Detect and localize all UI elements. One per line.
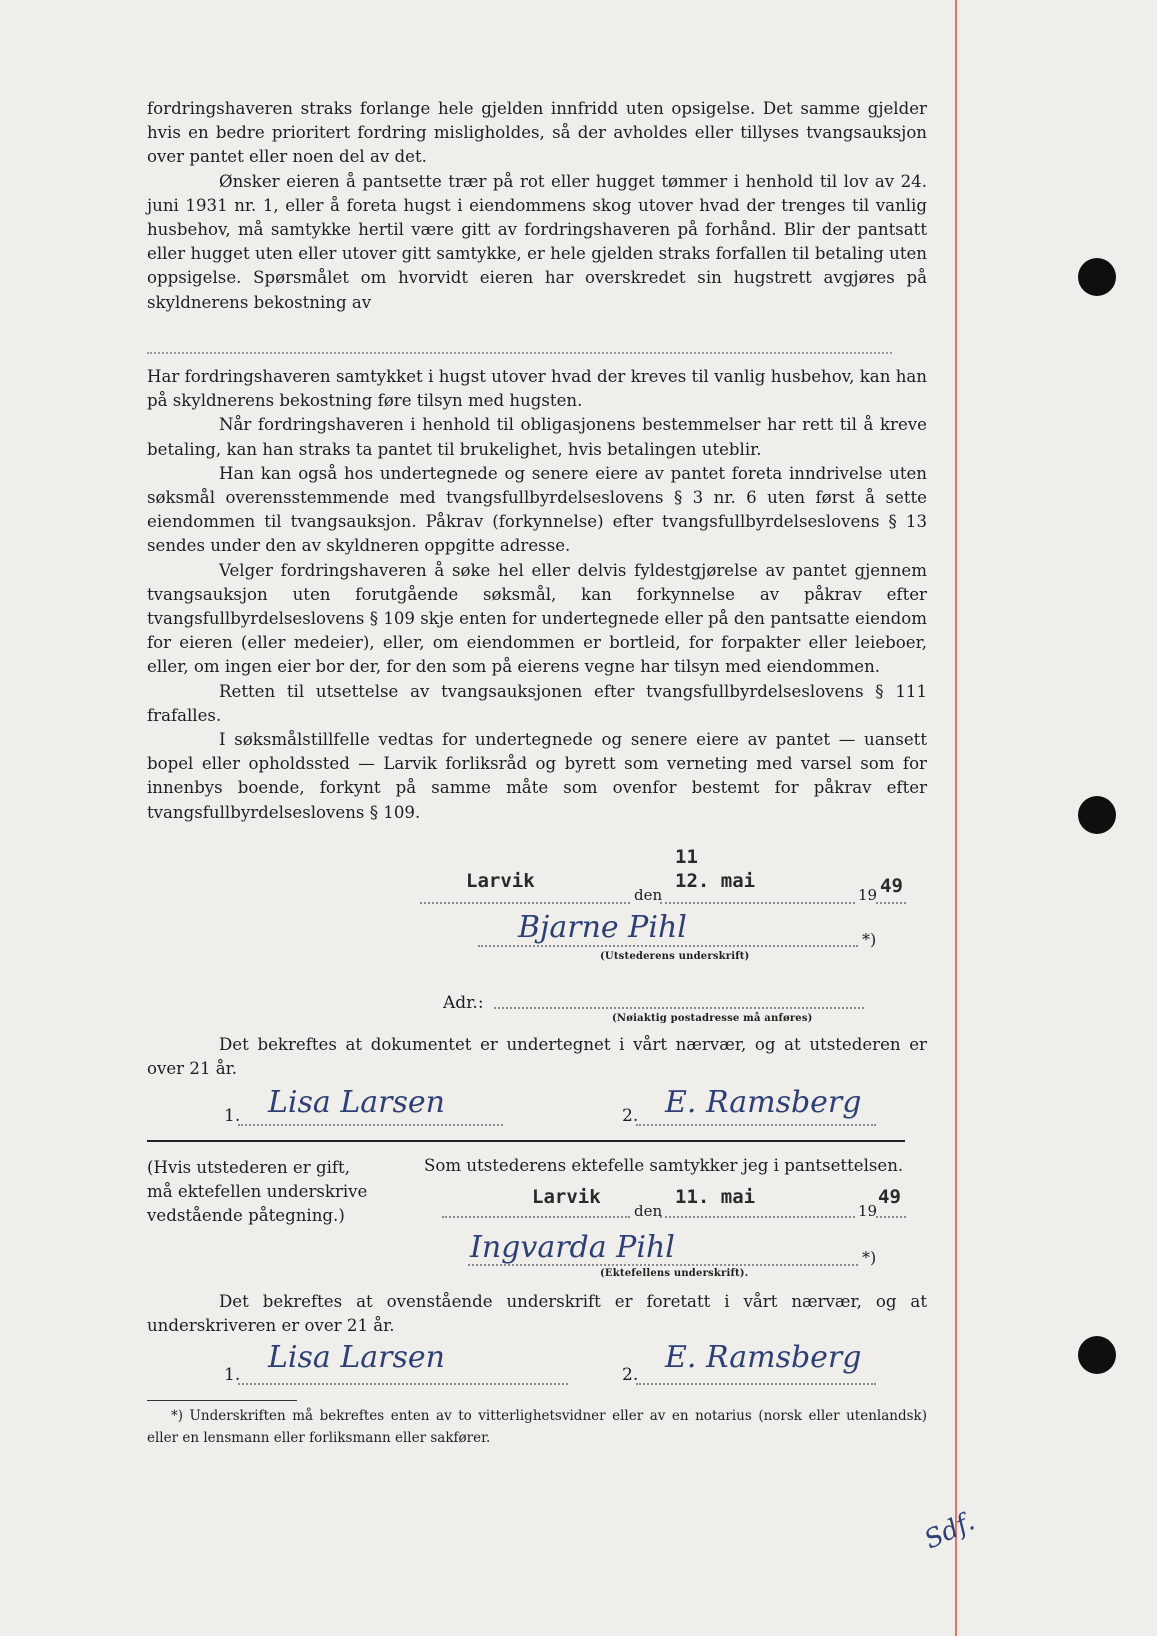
handwritten-initials: Sdf. [920, 1506, 980, 1556]
witness-number: 1. [224, 1365, 241, 1385]
dotted-line [238, 1124, 503, 1126]
address-label: Adr.: [443, 993, 484, 1013]
witness-number: 1. [224, 1106, 241, 1126]
dotted-line [238, 1383, 568, 1385]
footnote-marker: *) [862, 1248, 877, 1267]
date-den-label: den [634, 886, 663, 904]
date-year-prefix: 19 [858, 886, 878, 904]
text-block-main [147, 365, 927, 825]
date-day-correction: 11 [675, 846, 698, 868]
spouse-signature-caption: (Ektefellens underskrift). [600, 1268, 749, 1279]
date-day-month: 12. mai [675, 870, 756, 892]
witness-signature: E. Ramsberg [665, 1085, 862, 1120]
spouse-date-day-month: 11. mai [675, 1186, 756, 1208]
date-year-suffix: 49 [880, 875, 903, 897]
paragraph: Han kan også hos undertegnede og senere eiere av pantet foreta inndrivelse uten søksmål overensstemmende med tvangsfullbyrdelseslovens § 3 nr. 6 uten først å sette eiendommen til tvangsauksjon. Påkrav (forkynnelse) efter tvangsfullbyrdelseslovens § 13 sendes under den av skyldneren oppgitte adresse. [147, 463, 927, 556]
paragraph: fordringshaveren straks forlange hele gjelden innfridd uten opsigelse. Det samme gjelder hvis en bedre prioritert fordring misligholdes, så der avholdes eller tillyses tvangsauksjon over pantet eller noen del av det. [147, 99, 927, 167]
confirmation-text: Det bekreftes at ovenstående underskrift er foretatt i vårt nærvær, og at underskriveren er over 21 år. [147, 1292, 927, 1336]
footnote: *) Underskriften må bekreftes enten av to vitterlighetsvidner eller av en notarius (norsk eller utenlandsk) eller en lensmann eller forliksmann eller sakfører. [147, 1408, 927, 1446]
spouse-date-den: den [634, 1202, 663, 1220]
paragraph: Når fordringshaveren i henhold til obligasjonens bestemmelser har rett til å kreve betaling, kan han straks ta pantet til brukelighet, hvis betalingen uteblir. [147, 415, 927, 459]
footnote-rule [147, 1400, 297, 1401]
paragraph: Har fordringshaveren samtykket i hugst utover hvad der kreves til vanlig husbehov, kan han på skyldnerens bekostning føre tilsyn med hugsten. [147, 367, 927, 411]
punch-hole [1078, 1336, 1116, 1374]
witness-signature: E. Ramsberg [665, 1340, 862, 1375]
text-block-top [147, 97, 927, 315]
spouse-date-place: Larvik [532, 1186, 601, 1208]
dotted-line [660, 1216, 855, 1218]
address-caption: (Nøiaktig postadresse må anføres) [612, 1013, 813, 1024]
punch-hole [1078, 258, 1116, 296]
dotted-fill-line [147, 352, 892, 354]
paragraph: Ønsker eieren å pantsette trær på rot eller hugget tømmer i henhold til lov av 24. juni 1931 nr. 1, eller å foreta hugst i eiendommens skog utover hvad der trenges til vanlig husbehov, må samtykke hertil være gitt av fordringshaveren på forhånd. Blir der pantsatt eller hugget uten eller utover gitt samtykke, er hele gjelden straks forfallen til betaling uten oppsigelse. Spørsmålet om hvorvidt eieren har overskredet sin hugstrett avgjøres på skyldnerens bekostning av [147, 171, 927, 312]
footnote-marker: *) [862, 930, 877, 949]
issuer-signature: Bjarne Pihl [518, 910, 687, 945]
witness-signature: Lisa Larsen [268, 1340, 445, 1375]
issuer-signature-caption: (Utstederens underskrift) [600, 951, 750, 962]
paragraph: I søksmålstillfelle vedtas for undertegnede og senere eiere av pantet — uansett bopel eller opholdssted — Larvik forliksråd og byrett som verneting med varsel som for innenbys boende, forkynt på samme måte som ovenfor bestemt for påkrav efter tvangsfullbyrdelseslovens § 109. [147, 730, 927, 822]
dotted-line [442, 1216, 630, 1218]
spouse-note: (Hvis utstederen er gift, må ektefellen underskrive vedstående påtegning.) [147, 1158, 368, 1226]
address-dotted-line [494, 1007, 864, 1009]
dotted-line [876, 902, 906, 904]
paragraph: Velger fordringshaveren å søke hel eller delvis fyldestgjørelse av pantet gjennem tvangsauksjon uten forutgående søksmål, kan forkynnelse av påkrav efter tvangsfullbyrdelseslovens § 109 skje enten for undertegnede eller på den pantsatte eiendom for eieren (eller medeier), eller, om eiendommen er bortleid, for forpakter eller leieboer, eller, om ingen eier bor der, for den som på eierens vegne har tilsyn med eiendommen. [147, 560, 927, 677]
spouse-consent: Som utstederens ektefelle samtykker jeg i pantsettelsen. [424, 1156, 904, 1175]
punch-hole [1078, 796, 1116, 834]
dotted-line [636, 1383, 876, 1385]
dotted-line [660, 902, 855, 904]
dotted-line [468, 1264, 858, 1266]
dotted-line [478, 945, 858, 947]
spouse-date-year-suffix: 49 [878, 1186, 901, 1208]
date-place: Larvik [466, 870, 535, 892]
witness-number: 2. [622, 1365, 639, 1385]
dotted-line [636, 1124, 876, 1126]
confirmation-text: Det bekreftes at dokumentet er undertegnet i vårt nærvær, og at utstederen er over 21 år. [147, 1035, 927, 1079]
paragraph: Retten til utsettelse av tvangsauksjonen efter tvangsfullbyrdelseslovens § 111 frafalles. [147, 681, 927, 725]
witness-number: 2. [622, 1106, 639, 1126]
section-divider [147, 1140, 905, 1142]
spouse-signature: Ingvarda Pihl [470, 1230, 675, 1265]
red-margin-line [955, 0, 957, 1636]
witness-signature: Lisa Larsen [268, 1085, 445, 1120]
dotted-line [876, 1216, 906, 1218]
spouse-date-year-prefix: 19 [858, 1202, 878, 1220]
dotted-line [420, 902, 630, 904]
